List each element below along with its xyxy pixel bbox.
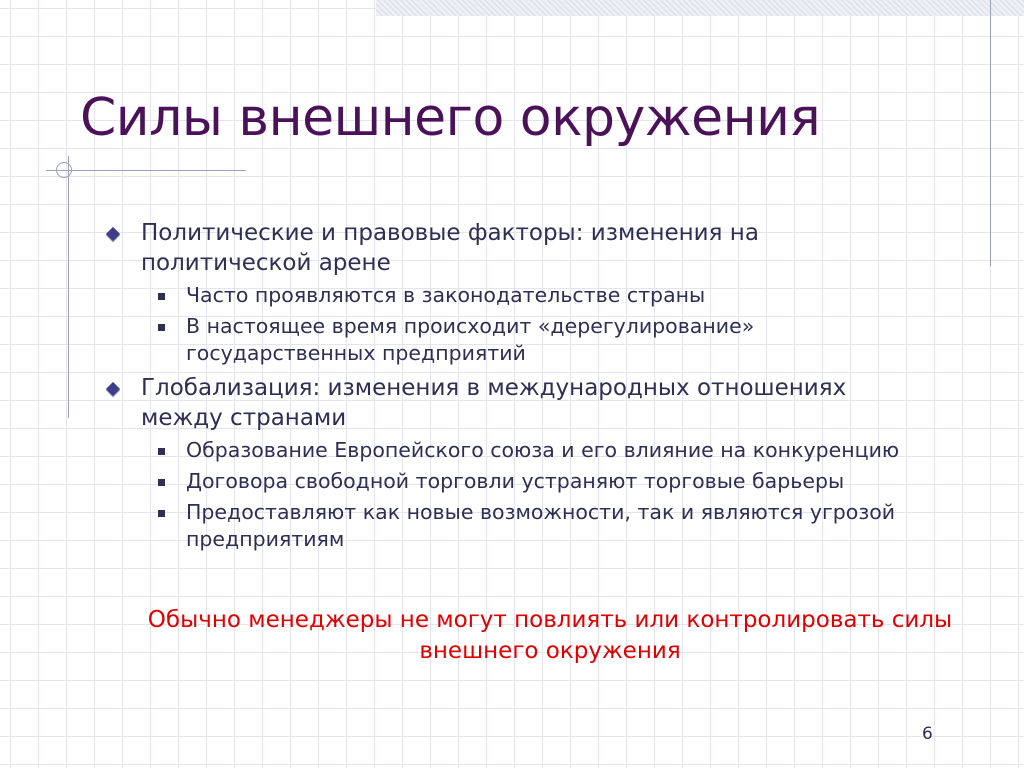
sub-bullet-list bbox=[158, 282, 984, 367]
decorative-top-band bbox=[376, 0, 1024, 16]
sub-bullet-item bbox=[158, 437, 984, 464]
decorative-right-line bbox=[990, 0, 991, 266]
slide-content bbox=[104, 218, 984, 557]
title-underline bbox=[46, 170, 246, 171]
slide-title: Силы внешнего окружения bbox=[80, 88, 821, 148]
decorative-left-line bbox=[68, 156, 69, 418]
square-bullet-icon bbox=[158, 510, 165, 517]
sub-bullet-item bbox=[158, 282, 984, 309]
sub-bullet-item bbox=[158, 313, 984, 367]
highlight-note: Обычно менеджеры не могут повлиять или контролировать силы внешнего окружения bbox=[147, 607, 953, 664]
sub-bullet-text: Предоставляют как новые возможности, так и являются угрозой предприятиям bbox=[186, 500, 896, 551]
decorative-circle bbox=[56, 162, 72, 178]
sub-bullet-item bbox=[158, 499, 984, 553]
square-bullet-icon bbox=[158, 448, 165, 455]
page-number: 6 bbox=[922, 724, 933, 744]
sub-bullet-text: Образование Европейского союза и его влияние на конкуренцию bbox=[186, 438, 900, 462]
sub-bullet-item bbox=[158, 468, 984, 495]
sub-bullet-text: Часто проявляются в законодательстве страны bbox=[186, 283, 706, 307]
bullet-item-political bbox=[104, 218, 984, 278]
sub-bullet-text: В настоящее время происходит «дерегулирование» государственных предприятий bbox=[186, 314, 755, 365]
square-bullet-icon bbox=[158, 293, 165, 300]
square-bullet-icon bbox=[158, 324, 165, 331]
bullet-text: Глобализация: изменения в международных отношениях между странами bbox=[141, 375, 847, 431]
sub-bullet-list bbox=[158, 437, 984, 553]
sub-bullet-text: Договора свободной торговли устраняют торговые барьеры bbox=[186, 469, 845, 493]
diamond-bullet-icon bbox=[106, 382, 120, 396]
bullet-item-globalization bbox=[104, 373, 984, 433]
diamond-bullet-icon bbox=[106, 227, 120, 241]
bullet-text: Политические и правовые факторы: изменения на политической арене bbox=[141, 220, 759, 276]
square-bullet-icon bbox=[158, 479, 165, 486]
